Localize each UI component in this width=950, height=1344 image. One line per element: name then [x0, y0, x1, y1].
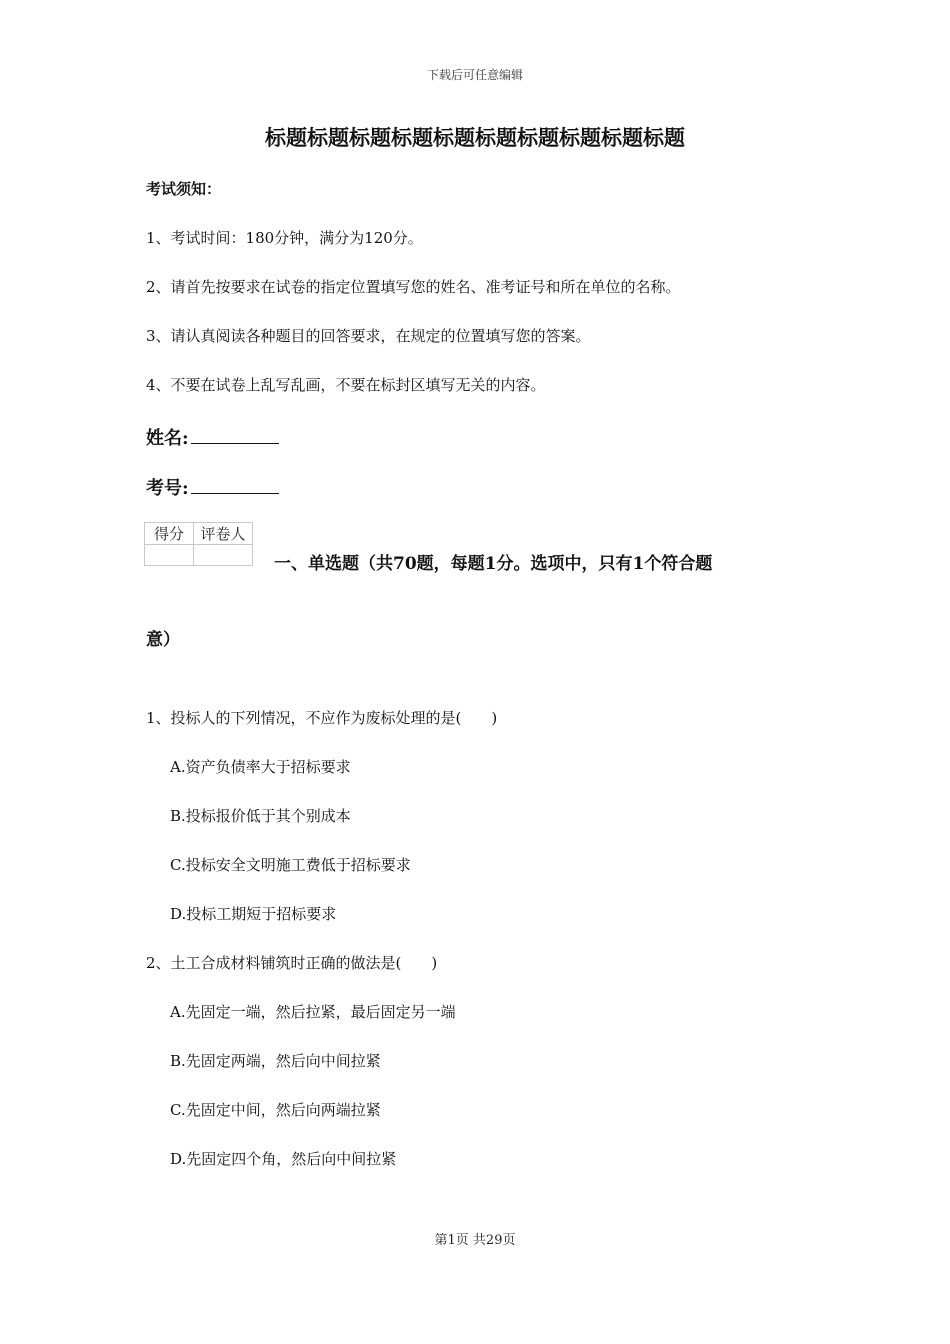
section-title-continued: 意）: [146, 630, 180, 650]
question-option: C.投标安全文明施工费低于招标要求: [170, 856, 411, 874]
question-option: D.投标工期短于招标要求: [170, 905, 337, 923]
exam-number-label: 考号:: [146, 478, 189, 499]
score-table: [144, 522, 253, 566]
grader-header: 评卷人: [194, 523, 253, 545]
header-note: 下载后可任意编辑: [426, 68, 523, 82]
notice-item: 1、考试时间：180分钟，满分为120分。: [146, 229, 423, 247]
question-option: B.先固定两端，然后向中间拉紧: [170, 1052, 381, 1070]
notice-heading: 考试须知：: [146, 180, 222, 198]
question-option: D.先固定四个角，然后向中间拉紧: [170, 1150, 397, 1168]
name-blank-line[interactable]: [191, 427, 279, 444]
question-stem: 2、土工合成材料铺筑时正确的做法是( ): [146, 954, 438, 972]
exam-number-field: [146, 474, 279, 500]
notice-item: 3、请认真阅读各种题目的回答要求，在规定的位置填写您的答案。: [146, 327, 591, 345]
score-header: 得分: [145, 523, 194, 545]
notice-item: 4、不要在试卷上乱写乱画，不要在标封区填写无关的内容。: [146, 376, 546, 394]
notice-item: 2、请首先按要求在试卷的指定位置填写您的姓名、准考证号和所在单位的名称。: [146, 278, 681, 296]
question-option: C.先固定中间，然后向两端拉紧: [170, 1101, 381, 1119]
page-footer: 第1页 共29页: [434, 1233, 516, 1248]
grader-cell[interactable]: [194, 545, 253, 566]
section-title: 一、单选题（共70题，每题1分。选项中，只有1个符合题: [274, 554, 713, 574]
page-title: 标题标题标题标题标题标题标题标题标题标题: [265, 125, 685, 150]
name-label: 姓名:: [146, 428, 189, 449]
exam-number-blank-line[interactable]: [191, 477, 279, 494]
question-option: B.投标报价低于其个别成本: [170, 807, 351, 825]
name-field: [146, 424, 279, 450]
score-cell[interactable]: [145, 545, 194, 566]
question-option: A.先固定一端，然后拉紧，最后固定另一端: [170, 1003, 456, 1021]
question-stem: 1、投标人的下列情况，不应作为废标处理的是( ): [146, 709, 498, 727]
question-option: A.资产负债率大于招标要求: [170, 758, 351, 776]
